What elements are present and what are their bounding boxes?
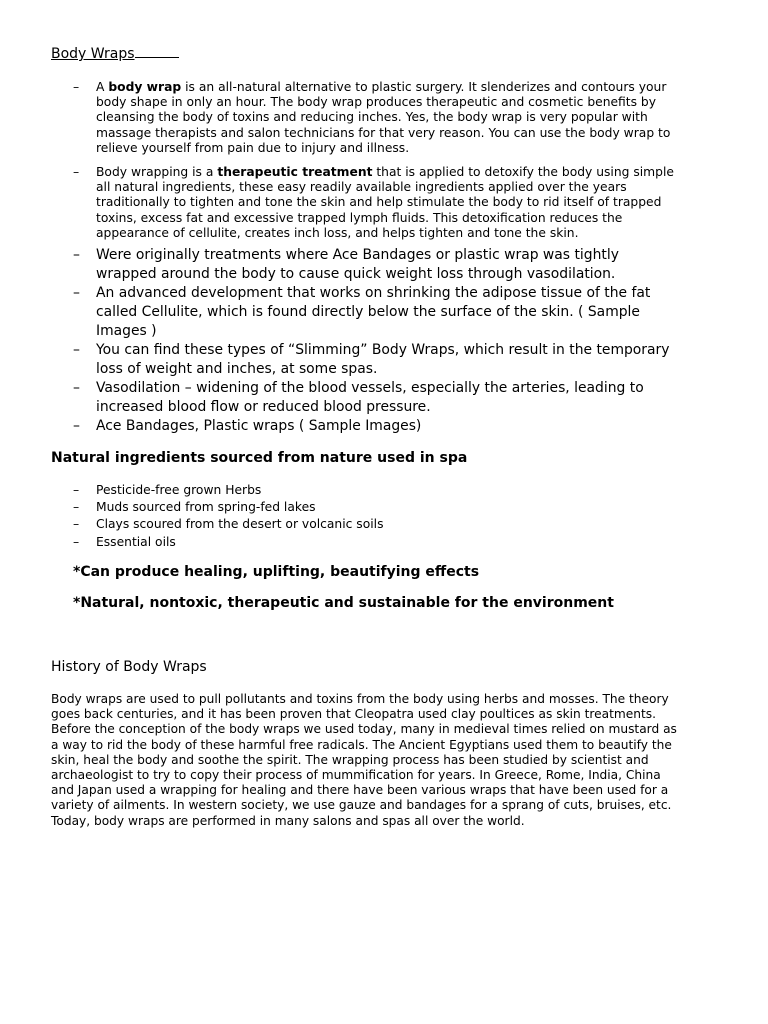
ingredients-heading: Natural ingredients sourced from nature used in spa <box>51 450 468 466</box>
list-item: – Pesticide-free grown Herbs <box>0 482 676 499</box>
effects-note-2: *Natural, nontoxic, therapeutic and sustainable for the environment <box>73 595 614 611</box>
list-item: – Essential oils <box>0 534 676 551</box>
effects-note-1: *Can produce healing, uplifting, beautifying effects <box>73 564 480 580</box>
treatment-list <box>0 246 676 436</box>
list-item: – Were originally treatments where Ace Bandages or plastic wrap was tightly wrapped around the body to cause quick weight loss through vasodilation. <box>73 247 619 282</box>
list-item: – Clays scoured from the desert or volcanic soils <box>0 516 676 533</box>
dash-marker: – <box>73 500 80 515</box>
list-item: – Body wrapping is a therapeutic treatment that is applied to detoxify the body using simple all natural ingredients, these easy readily available ingredients applied over the years traditionally to tighten and tone the skin and help stimulate the body to rid itself of trapped toxins, excess fat and excessive trapped lymph fluids. This detoxification reduces the appearance of cellulite, creates inch loss, and helps tighten and tone the skin. <box>73 165 674 240</box>
list-item: – Muds sourced from spring-fed lakes <box>0 499 676 516</box>
dash-marker: – <box>73 517 80 532</box>
dash-marker: – <box>73 483 80 497</box>
dash-marker: – <box>73 418 80 434</box>
list-item: – An advanced development that works on shrinking the adipose tissue of the fat called Cellulite, which is found directly below the surface of the skin. ( Sample Images ) <box>73 285 651 339</box>
intro-list <box>0 80 676 241</box>
list-item: – You can find these types of “Slimming” Body Wraps, which result in the temporary loss of weight and inches, at some spas. <box>73 342 670 377</box>
dash-marker: – <box>73 380 80 396</box>
history-paragraph: Body wraps are used to pull pollutants and toxins from the body using herbs and mosses. The theory goes back centuries, and it has been proven that Cleopatra used clay poultices as skin treatments. Before the conception of the body wraps we used today, many in medieval times relied on mustard as a way to rid the body of these harmful free radicals. The Ancient Egyptians used them to beautify the skin, heal the body and soothe the spirit. The wrapping process has been studied by scientist and archaeologist to try to copy their process of mummification for years. In Greece, Rome, India, China and Japan used a wrapping for healing and there have been various wraps that have been used for a variety of ailments. In western society, we use gauze and bandages for a sprang of cuts, bruises, etc. Today, body wraps are performed in many salons and spas all over the world. <box>51 692 677 828</box>
dash-marker: – <box>73 285 80 301</box>
bold-term: therapeutic treatment <box>217 165 373 180</box>
history-heading: History of Body Wraps <box>51 659 207 675</box>
dash-marker: – <box>73 80 80 94</box>
list-item: – A body wrap is an all-natural alternative to plastic surgery. It slenderizes and contours your body shape in only an hour. The body wrap produces therapeutic and cosmetic benefits by cleansing the body of toxins and reducing inches. Yes, the body wrap is very popular with massage therapists and salon technicians for that very reason. You can use the body wrap to relieve yourself from pain due to injury and illness. <box>73 80 671 155</box>
ingredients-list <box>0 482 676 551</box>
page-title: Body Wraps <box>51 45 179 62</box>
bold-term: body wrap <box>108 80 182 94</box>
list-item: – Ace Bandages, Plastic wraps ( Sample Images) <box>73 418 422 434</box>
dash-marker: – <box>73 247 80 263</box>
dash-marker: – <box>73 342 80 358</box>
dash-marker: – <box>73 165 80 180</box>
dash-marker: – <box>73 534 80 549</box>
list-item: – Vasodilation – widening of the blood vessels, especially the arteries, leading to increased blood flow or reduced blood pressure. <box>73 380 644 415</box>
